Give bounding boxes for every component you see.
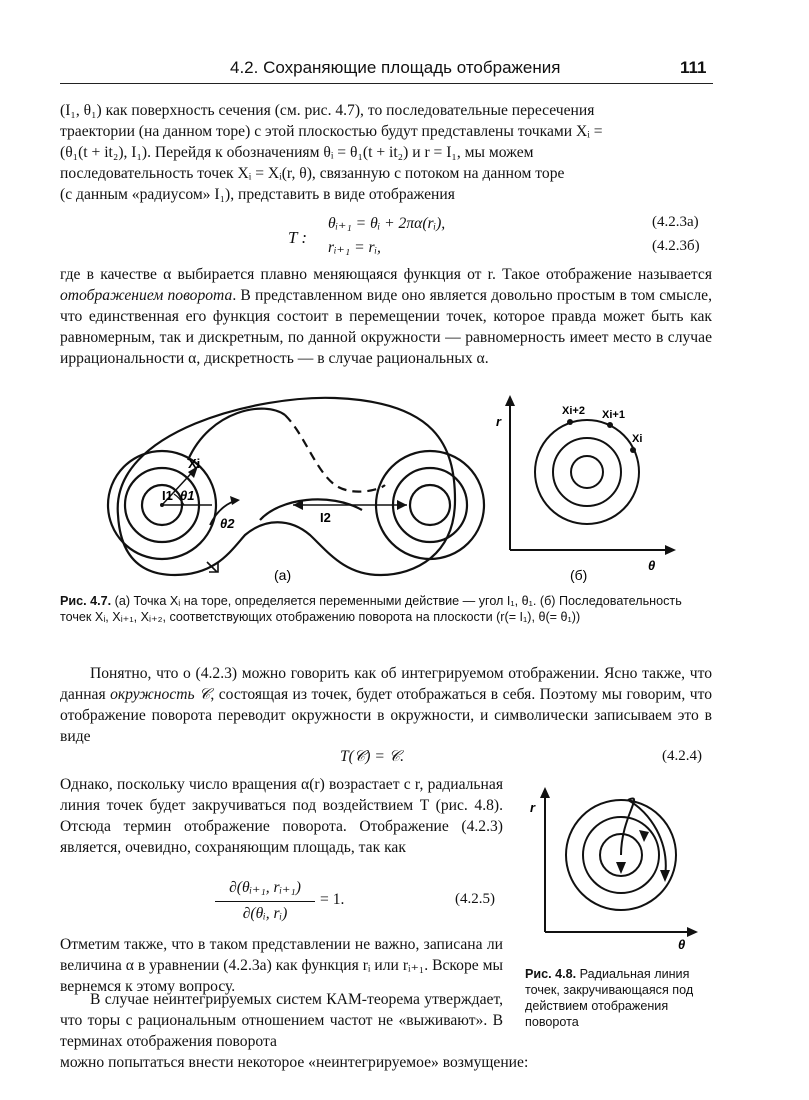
b-circle-inner	[571, 456, 603, 488]
equation-4-2-5-denominator: ∂(θᵢ, rᵢ)	[242, 905, 288, 922]
term-emphasis: отображением поворота	[60, 287, 233, 304]
spiral-arrowhead-middle	[639, 830, 649, 842]
figure-4-7a-label: (а)	[274, 567, 292, 583]
trajectory-solid	[188, 409, 285, 460]
b-label-xi1: Xi+1	[602, 409, 625, 421]
label-theta2: θ2	[220, 516, 235, 531]
page-number: 111	[680, 58, 707, 77]
spiral-top	[621, 799, 634, 855]
text-span: . В представленном виде оно является довольно простым в том смысле, что единственная его функция состоит в перемещении точек, которое правда может быть как равномерным, так и дискретным, по данной окружности — равномерность имеет место в случае иррациональности α, дискретность — в случае рациональных α.	[60, 287, 712, 367]
equation-4-2-3b: rᵢ₊₁ = rᵢ,	[328, 239, 381, 256]
equation-4-2-3b-label: (4.2.3б)	[652, 238, 700, 254]
b-circle-middle	[553, 438, 621, 506]
axis-r-arrowhead	[540, 787, 550, 798]
running-header-title: 4.2. Сохраняющие площадь отображения	[230, 58, 561, 77]
figure-4-8	[520, 782, 710, 952]
paragraph-1-line: (с данным «радиусом» I₁), представить в виде отображения	[60, 186, 455, 203]
equation-4-2-5-rhs: = 1.	[320, 891, 345, 908]
paragraph-1-line: последовательность точек Xᵢ = Xᵢ(r, θ), связанную с потоком на данном торе	[60, 165, 565, 182]
theta2-arrowhead	[230, 496, 240, 505]
text-span: Понятно, что о (4.2.3) можно говорить как об интегрируемом отображении. Ясно также, что данная	[60, 665, 712, 703]
paragraph-1-line: траектории (на данном торе) с этой плоскостью будут представлены точками Xᵢ =	[60, 123, 603, 140]
figure-4-7b-label: (б)	[570, 567, 588, 583]
header-rule	[60, 83, 713, 84]
paragraph-4: Однако, поскольку число вращения α(r) возрастает с r, радиальная линия точек будет закручиваться под воздействием T (рис. 4.8). Отсюда термин отображение поворота. Отображение (4.2.3) является, очевидно, сохраняющим площадь, так как	[60, 776, 503, 856]
b-axis-r-arrowhead	[505, 395, 515, 406]
equation-4-2-3a-label: (4.2.3а)	[652, 214, 699, 230]
figure-4-8-caption	[525, 966, 710, 1030]
figure-4-7-caption	[60, 593, 712, 625]
figure-4-7	[80, 390, 720, 590]
b-point-xi	[630, 447, 636, 453]
paragraph-6: В случае неинтегрируемых систем КАМ-теорема утверждает, что торы с рациональным отношением частот не «выживают». В терминах отображения поворота	[60, 991, 503, 1050]
fraction-bar	[215, 901, 315, 902]
axis-theta-arrowhead	[687, 927, 698, 937]
equation-4-2-5-label: (4.2.5)	[455, 891, 495, 907]
axis-r-label: r	[530, 800, 536, 815]
tube-center-dot	[160, 503, 164, 507]
paragraph-1-line: (θ₁(t + it₂), I₁). Перейдя к обозначениям θᵢ = θ₁(t + it₂) и r = I₁, мы можем	[60, 144, 534, 161]
b-axis-r-label: r	[496, 414, 502, 429]
paragraph-1	[60, 100, 712, 205]
paragraph-6-last-line: можно попытаться внести некоторое «неинтегрируемое» возмущение:	[60, 1054, 529, 1071]
b-axis-theta-label: θ	[648, 558, 656, 573]
b-label-xi: Xi	[632, 433, 643, 445]
term-emphasis: окружность 𝒞	[110, 686, 211, 703]
label-i1: I1	[162, 488, 173, 503]
equation-4-2-5-numerator: ∂(θᵢ₊₁, rᵢ₊₁)	[229, 879, 301, 896]
spiral-arrowhead-outer	[660, 870, 670, 882]
b-label-xi2: Xi+2	[562, 405, 585, 417]
i2-arrowhead-right	[397, 500, 407, 510]
paragraph-5: Отметим также, что в таком представлении не важно, записана ли величина α в уравнении (4.2.3а) как функция rᵢ или rᵢ₊₁. Вскоре мы вернемся к этому вопросу.	[60, 936, 503, 995]
caption-text: (а) Точка Xᵢ на торе, определяется переменными действие — угол I₁, θ₁. (б) Последовательность точек Xᵢ, Xᵢ₊₁, Xᵢ₊₂, соответствующих отображению поворота на плоскости (r(= I₁), θ(= θ₁))	[60, 594, 682, 624]
paragraph-1-line: (I₁, θ₁) как поверхность сечения (см. рис. 4.7), то последовательные пересечения	[60, 102, 595, 119]
caption-number: Рис. 4.8.	[525, 967, 577, 981]
equation-4-2-3a: θᵢ₊₁ = θᵢ + 2πα(rᵢ),	[328, 215, 446, 232]
paragraph-3	[60, 663, 712, 747]
label-theta1: θ1	[180, 488, 195, 503]
caption-number: Рис. 4.7.	[60, 594, 112, 608]
torus-inner-arc	[260, 499, 362, 520]
spiral-arrowhead-center	[616, 862, 626, 874]
b-axis-theta-arrowhead	[665, 545, 676, 555]
b-point-xi1	[607, 422, 613, 428]
equation-4-2-4-label: (4.2.4)	[662, 748, 702, 764]
caption-text: Радиальная линия точек, закручивающаяся под действием отображения поворота	[525, 967, 694, 1029]
trajectory-dashed	[285, 415, 385, 492]
b-point-xi2	[567, 419, 573, 425]
equation-4-2-4: T(𝒞) = 𝒞.	[340, 748, 405, 765]
equation-4-2-3-lhs: T :	[288, 228, 308, 247]
paragraph-2	[60, 264, 712, 369]
label-i2: I2	[320, 510, 331, 525]
b-circle-outer	[535, 420, 639, 524]
text-span: где в качестве α выбирается плавно меняющаяся функция от r. Такое отображение называется	[60, 266, 712, 283]
text-span: , состоящая из точек, будет отображаться в себя. Поэтому мы говорим, что отображение поворота переводит окружности в окружности, и символически записываем это в виде	[60, 686, 712, 745]
label-xi: Xi	[188, 456, 201, 471]
tube-circle-right-inner	[410, 485, 450, 525]
axis-theta-label: θ	[678, 937, 686, 952]
